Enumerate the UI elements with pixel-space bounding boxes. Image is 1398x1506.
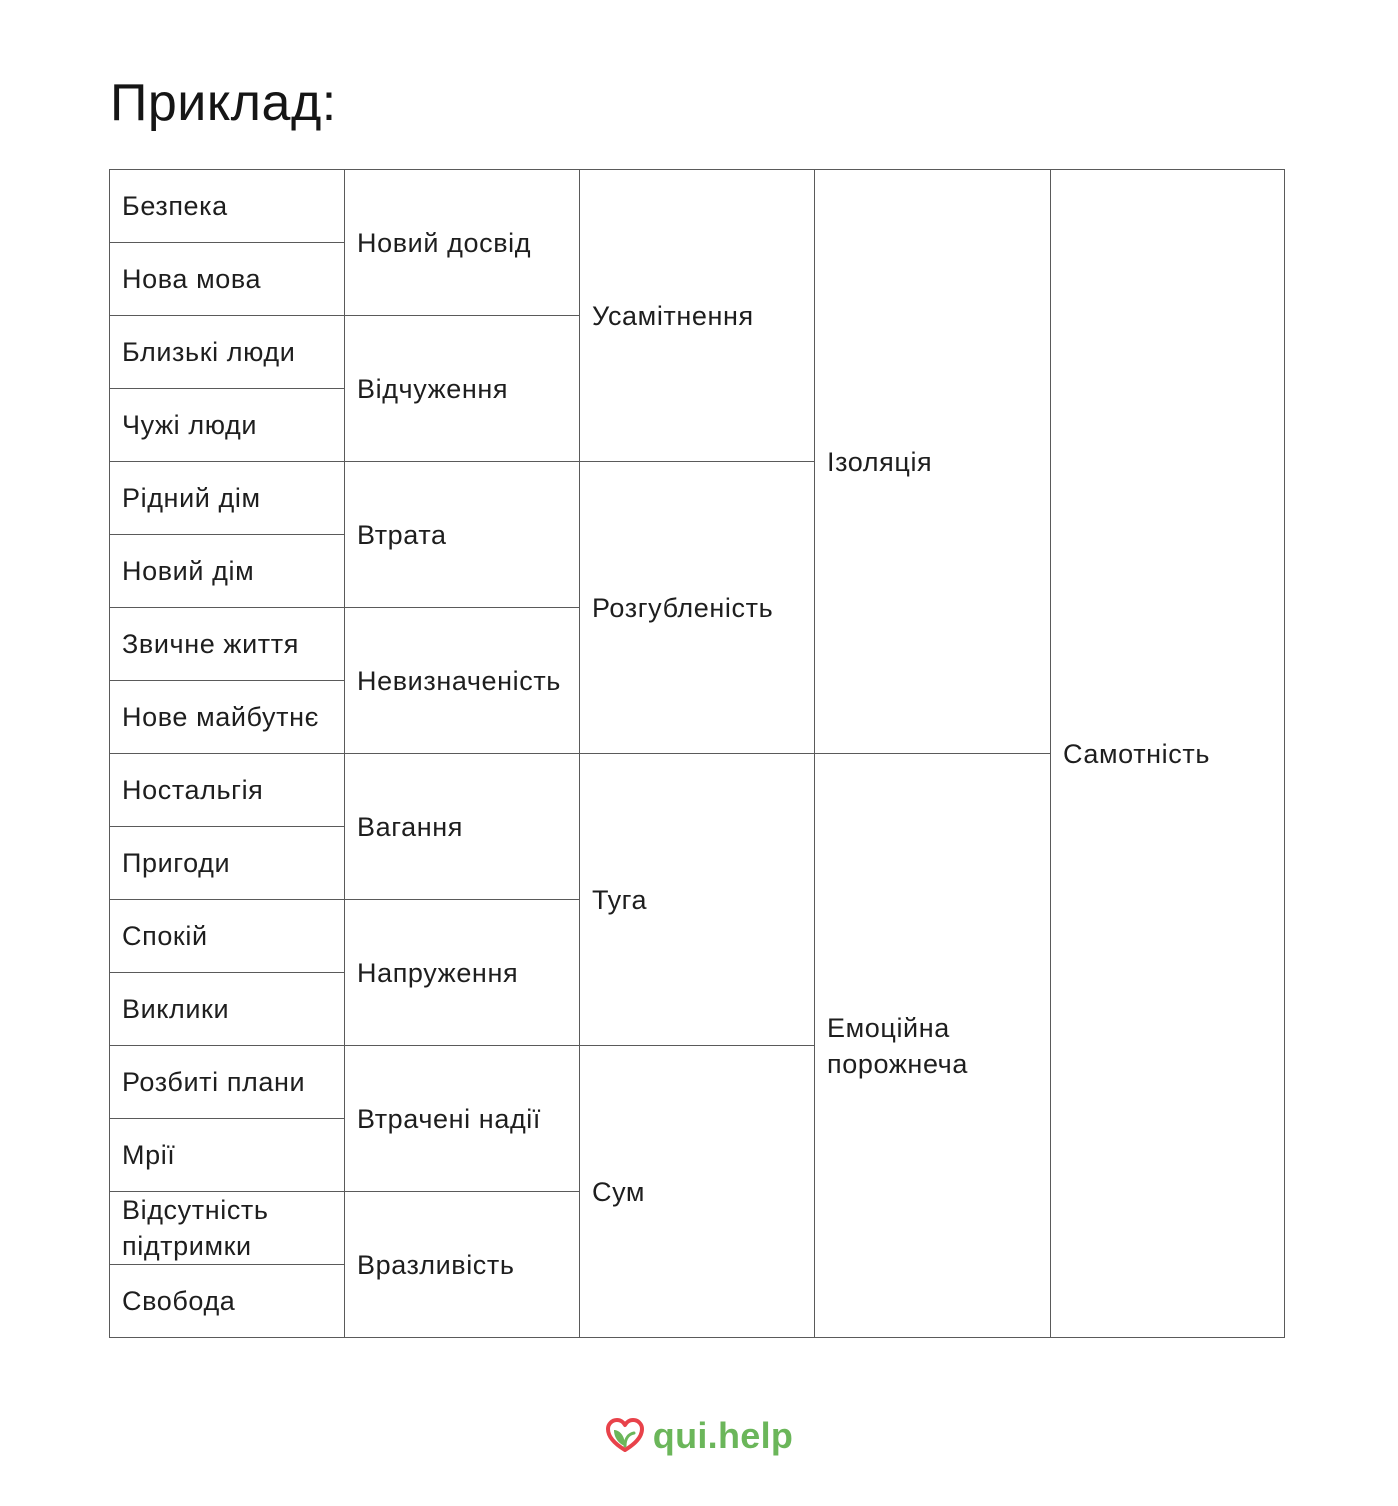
- level1-cell: Нова мова: [110, 243, 345, 316]
- heart-leaf-icon: [605, 1416, 645, 1456]
- level1-cell: Рідний дім: [110, 462, 345, 535]
- level1-cell: Безпека: [110, 170, 345, 243]
- level2-cell: Невизначеність: [345, 608, 580, 754]
- level4-cell: Ізоляція: [815, 170, 1051, 754]
- level3-cell: Туга: [580, 754, 815, 1046]
- level1-cell: Новий дім: [110, 535, 345, 608]
- level2-cell: Втрачені надії: [345, 1046, 580, 1192]
- emotion-hierarchy-table: [109, 169, 1285, 1338]
- level3-cell: Усамітнення: [580, 170, 815, 462]
- level5-cell: Самотність: [1051, 170, 1285, 1338]
- level2-cell: Вразливість: [345, 1192, 580, 1338]
- level1-cell: Мрії: [110, 1119, 345, 1192]
- level1-cell: Чужі люди: [110, 389, 345, 462]
- level2-cell: Втрата: [345, 462, 580, 608]
- level1-cell: Близькі люди: [110, 316, 345, 389]
- level2-cell: Напруження: [345, 900, 580, 1046]
- level1-cell: Свобода: [110, 1265, 345, 1338]
- level3-cell: Розгубленість: [580, 462, 815, 754]
- level1-cell: Звичне життя: [110, 608, 345, 681]
- level2-cell: Відчуження: [345, 316, 580, 462]
- level1-cell: Виклики: [110, 973, 345, 1046]
- level3-cell: Сум: [580, 1046, 815, 1338]
- level1-cell: Пригоди: [110, 827, 345, 900]
- page-title: Приклад:: [110, 74, 337, 132]
- level1-cell: Нове майбутнє: [110, 681, 345, 754]
- level1-cell: Розбиті плани: [110, 1046, 345, 1119]
- footer-logo: [0, 1406, 1398, 1466]
- level1-cell: Відсутність підтримки: [110, 1192, 345, 1265]
- logo-text[interactable]: qui.help: [652, 1415, 794, 1456]
- level1-cell: Ностальгія: [110, 754, 345, 827]
- level4-cell: Емоційна порожнеча: [815, 754, 1051, 1338]
- level2-cell: Вагання: [345, 754, 580, 900]
- level2-cell: Новий досвід: [345, 170, 580, 316]
- level1-cell: Спокій: [110, 900, 345, 973]
